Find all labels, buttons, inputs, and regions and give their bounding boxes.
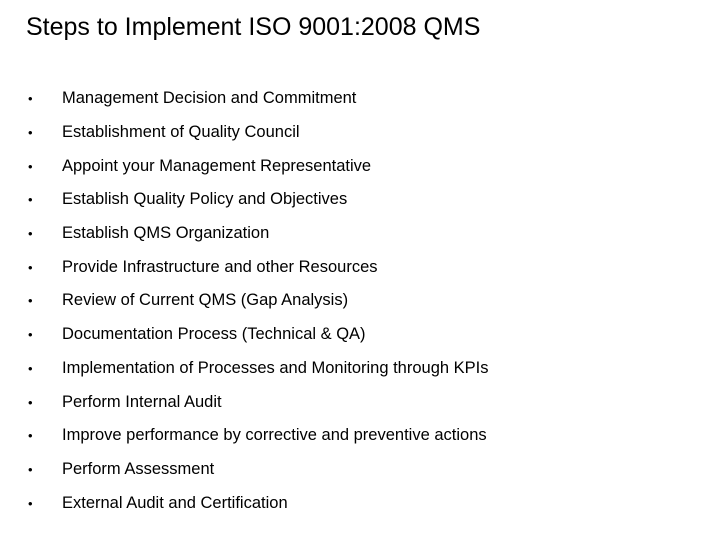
bullet-text: Perform Assessment	[62, 459, 215, 478]
bullet-item	[28, 284, 488, 318]
bullet-dot-icon: •	[28, 91, 33, 107]
bullet-item	[28, 352, 488, 386]
bullet-item	[28, 486, 488, 520]
bullet-item	[28, 217, 488, 251]
bullet-dot-icon: •	[28, 327, 33, 343]
bullet-text: Establishment of Quality Council	[62, 123, 300, 142]
bullet-item	[28, 82, 488, 116]
bullet-item	[28, 385, 488, 419]
bullet-list	[28, 82, 488, 520]
bullet-dot-icon: •	[28, 259, 33, 275]
bullet-text: Improve performance by corrective and preventive actions	[62, 426, 487, 445]
bullet-text: Perform Internal Audit	[62, 392, 222, 411]
slide-title: Steps to Implement ISO 9001:2008 QMS	[26, 13, 481, 41]
bullet-dot-icon: •	[28, 158, 33, 174]
bullet-dot-icon: •	[28, 293, 33, 309]
bullet-text: Management Decision and Commitment	[62, 89, 357, 108]
bullet-item	[28, 453, 488, 487]
bullet-dot-icon: •	[28, 461, 33, 477]
bullet-item	[28, 183, 488, 217]
bullet-item	[28, 116, 488, 150]
bullet-dot-icon: •	[28, 360, 33, 376]
bullet-text: Implementation of Processes and Monitoring through KPIs	[62, 358, 489, 377]
bullet-item	[28, 318, 488, 352]
bullet-text: Provide Infrastructure and other Resources	[62, 257, 378, 276]
bullet-text: Establish Quality Policy and Objectives	[62, 190, 348, 209]
bullet-dot-icon: •	[28, 428, 33, 444]
bullet-dot-icon: •	[28, 192, 33, 208]
bullet-text: External Audit and Certification	[62, 493, 288, 512]
bullet-text: Documentation Process (Technical & QA)	[62, 325, 366, 344]
bullet-text: Appoint your Management Representative	[62, 156, 372, 175]
bullet-dot-icon: •	[28, 226, 33, 242]
bullet-dot-icon: •	[28, 125, 33, 141]
bullet-dot-icon: •	[28, 394, 33, 410]
bullet-item	[28, 419, 488, 453]
bullet-item	[28, 149, 488, 183]
bullet-dot-icon: •	[28, 495, 33, 511]
bullet-item	[28, 250, 488, 284]
bullet-text: Establish QMS Organization	[62, 224, 270, 243]
bullet-text: Review of Current QMS (Gap Analysis)	[62, 291, 349, 310]
